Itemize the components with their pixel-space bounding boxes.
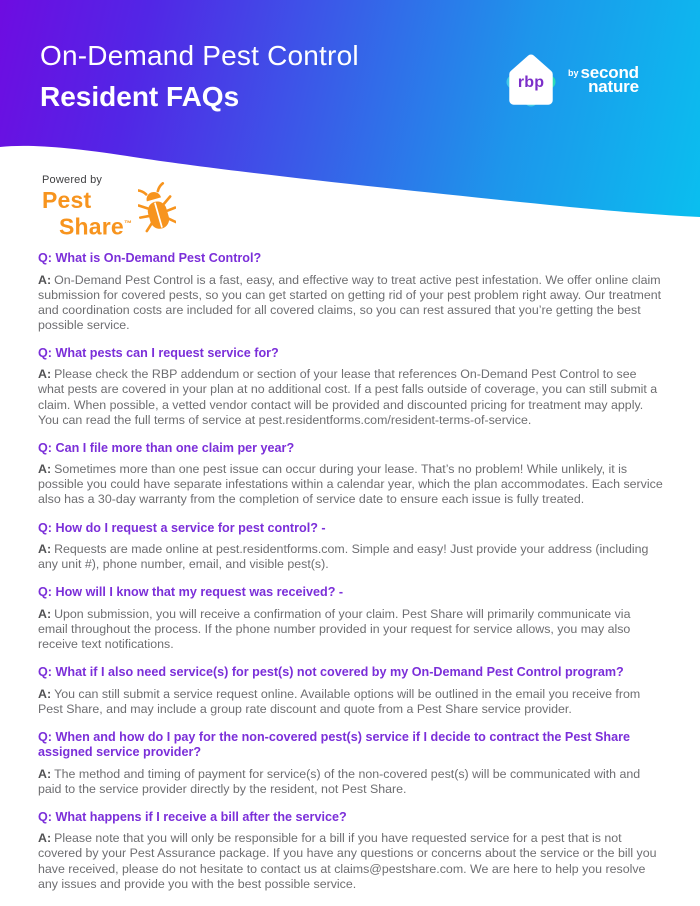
faq-answer xyxy=(38,687,663,717)
brand-second: second xyxy=(580,63,639,82)
faq-question: Q: What happens if I receive a bill after the service? xyxy=(38,809,347,824)
answer-prefix: A: xyxy=(38,462,52,477)
answer-prefix: A: xyxy=(38,766,52,781)
pest-share-logo xyxy=(42,174,176,240)
trademark-symbol: ™ xyxy=(123,219,133,228)
faq-question: Q: When and how do I pay for the non-covered pest(s) service if I decide to contract the Pest Share assigned service provider? xyxy=(38,729,631,760)
faq-answer xyxy=(38,831,663,891)
faq-answer xyxy=(38,542,663,572)
answer-prefix: A: xyxy=(38,272,52,287)
answer-text: The method and timing of payment for service(s) of the non-covered pest(s) will be communicated with and paid to the service provider directly by the resident, not Pest Share. xyxy=(38,766,641,796)
answer-prefix: A: xyxy=(38,686,52,701)
faq-question: Q: What pests can I request service for? xyxy=(38,345,279,360)
answer-text: Sometimes more than one pest issue can occur during your lease. That’s no problem! While unlikely, it is possible you could have separate infestations within a calendar year, which the plan accommodates. Each service also has a 30-day warranty from the completion of service date to ensure each issue is fully treated. xyxy=(38,462,663,507)
answer-prefix: A: xyxy=(38,606,52,621)
faq-question: Q: What is On-Demand Pest Control? xyxy=(38,251,262,265)
pest-share-wordmark xyxy=(42,189,132,239)
answer-text: On-Demand Pest Control is a fast, easy, and effective way to treat active pest infestation. We offer online claim submission for covered pests, so you can get started on getting rid of your pest problem right away. Our treatment and coordination costs are included for all covered claims, so you can rest assured that you’re getting the best possible service. xyxy=(38,272,662,332)
page-subtitle: Resident FAQs xyxy=(40,81,240,112)
faq-item xyxy=(38,810,663,892)
faq-answer xyxy=(38,607,663,652)
powered-by-label: Powered by xyxy=(42,174,103,186)
rbp-badge-label: rbp xyxy=(517,74,545,91)
answer-prefix: A: xyxy=(38,542,52,557)
faq-item xyxy=(38,441,663,508)
faq-question: Q: How do I request a service for pest control? - xyxy=(38,520,326,535)
faq-item xyxy=(38,521,663,573)
faq-answer xyxy=(38,767,663,797)
pest-share-wordmark-line1: Pest xyxy=(42,187,92,213)
faq-question: Q: How will I know that my request was received? - xyxy=(38,585,344,600)
bug-icon xyxy=(138,182,176,240)
answer-prefix: A: xyxy=(38,367,52,382)
header-banner xyxy=(0,0,700,240)
faq-question: Q: What if I also need service(s) for pest(s) not covered by my On-Demand Pest Control program? xyxy=(38,665,624,679)
answer-text: You can still submit a service request online. Available options will be outlined in the email you receive from Pest Share, and may include a group rate discount and quote from a Pest Share service provider. xyxy=(38,686,641,716)
pest-share-wordmark-line2: Share xyxy=(59,213,124,240)
faq-item xyxy=(38,346,663,428)
answer-text: Please check the RBP addendum or section of your lease that references On-Demand Pest Control to see what pests are covered in your plan at no additional cost. If a pest falls outside of coverage, you can still submit a claim. When possible, a vetted vendor contact will be provided and discounted pricing for treatment may apply. You can read the full terms of service at pest.residentforms.com/resident-terms-of-service. xyxy=(38,367,658,427)
faq-item xyxy=(38,665,663,717)
faq-list xyxy=(0,230,700,892)
rbp-second-nature-logo xyxy=(503,51,639,113)
by-label: by xyxy=(568,68,579,78)
faq-answer xyxy=(38,462,663,507)
faq-answer xyxy=(38,367,663,427)
answer-text: Requests are made online at pest.residentforms.com. Simple and easy! Just provide your address (including any unit #), phone number, email, and visible pest(s). xyxy=(38,542,649,572)
answer-prefix: A: xyxy=(38,831,52,846)
faq-item xyxy=(38,585,663,652)
answer-text: Please note that you will only be responsible for a bill if you have requested service for a pest that is not covered by your Pest Assurance package. If you have any questions or concerns about the service or the bill you have received, please do not hesitate to contact us at claims@pestshare.com. We are here to help you resolve any issues and provide you with the best possible service. xyxy=(38,831,657,891)
brand-nature: nature xyxy=(588,77,639,96)
second-nature-wordmark xyxy=(568,63,639,113)
faq-item xyxy=(38,251,663,333)
rbp-badge xyxy=(503,51,559,113)
page-title: On-Demand Pest Control xyxy=(40,40,359,71)
answer-text: Upon submission, you will receive a confirmation of your claim. Pest Share will primarily communicate via email throughout the process. If the phone number provided in your request for service allows, you may also receive text notifications. xyxy=(38,606,631,651)
header-titles xyxy=(40,40,359,113)
faq-item xyxy=(38,730,663,797)
faq-question: Q: Can I file more than one claim per year? xyxy=(38,440,295,455)
faq-answer xyxy=(38,273,663,333)
